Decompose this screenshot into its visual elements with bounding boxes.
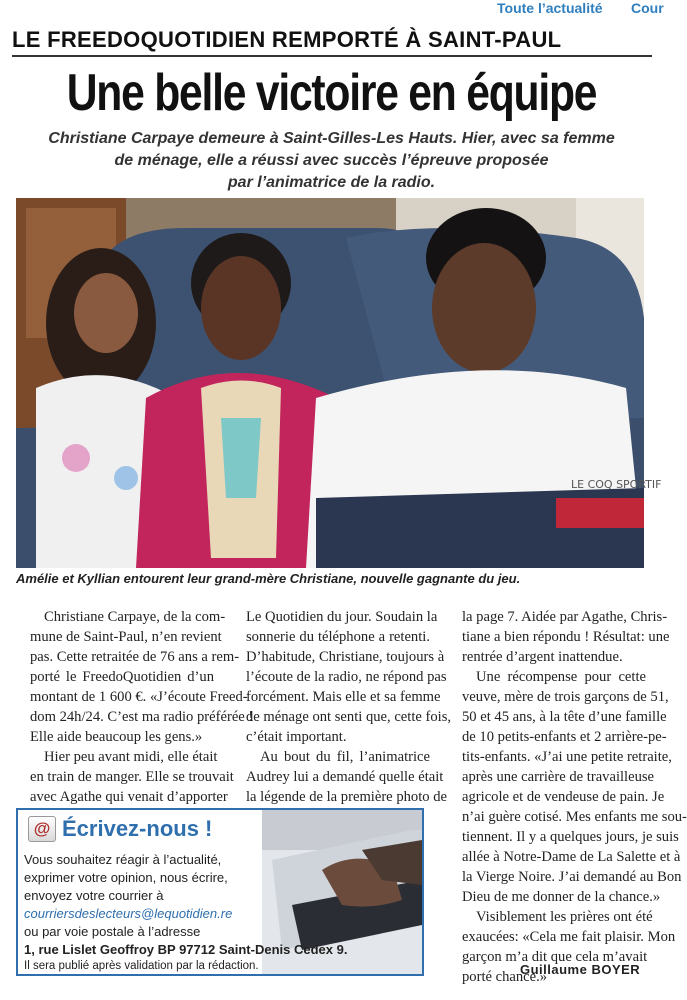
text-line: Au bout du fil, l’animatrice xyxy=(260,749,430,765)
text-line: Une récompense pour cette xyxy=(476,669,646,685)
text-line: porté chance.» xyxy=(462,969,548,985)
standfirst-line: de ménage, elle a réussi avec succès l’épreuve proposée xyxy=(114,152,549,169)
text-line: rentrée d’argent inattendue. xyxy=(462,649,623,665)
text-line: la Vierge Noire. J’ai demandé au Bon xyxy=(462,869,682,885)
text-line: tiennent. Il y a quelques jours, je suis xyxy=(462,829,679,845)
article-standfirst xyxy=(20,128,643,194)
text-line: de ménage ont senti que, cette fois, xyxy=(246,709,452,725)
text-line: agricole et de vendeuse de pain. Je xyxy=(462,789,665,805)
text-line: 50 et 45 ans, à la tête d’une famille xyxy=(462,709,667,725)
standfirst-line: Christiane Carpaye demeure à Saint-Gilles-Les Hauts. Hier, avec sa femme xyxy=(48,130,615,147)
text-line: de 10 petits-enfants et 2 arrière-pe- xyxy=(462,729,667,745)
nav-link-toute-actualite[interactable]: Toute l’actualité xyxy=(497,0,603,16)
text-line: c’était important. xyxy=(246,729,347,745)
at-sign-icon: @ xyxy=(28,816,56,842)
article-column-3 xyxy=(448,607,687,987)
email-link[interactable]: courriersdeslecteurs@lequotidien.re xyxy=(24,906,233,921)
paragraph xyxy=(448,667,687,907)
text-line: n’ai guère cotisé. Mes enfants me sou- xyxy=(462,809,687,825)
article-headline: Une belle victoire en équipe xyxy=(66,64,597,122)
text-line: Hier peu avant midi, elle était xyxy=(44,749,218,765)
publication-note: Il sera publié après validation par la rédaction. xyxy=(24,960,259,972)
family-photo-illustration xyxy=(16,198,662,568)
text-line: la légende de la première photo de xyxy=(246,789,447,805)
text-line: après une carrière de travailleuse xyxy=(462,769,655,785)
text-line: sonnerie du téléphone a retenti. xyxy=(246,629,430,645)
text-line: pas. Cette retraitée de 76 ans a rem- xyxy=(30,649,240,665)
article-kicker: LE FREEDOQUOTIDIEN REMPORTÉ À SAINT-PAUL xyxy=(12,27,562,52)
paragraph xyxy=(232,747,447,807)
standfirst-line: par l’animatrice de la radio. xyxy=(227,174,436,191)
text-line: Visiblement les prières ont été xyxy=(476,909,653,925)
box-title: Écrivez-nous ! xyxy=(62,816,213,841)
top-navigation xyxy=(0,0,663,16)
postal-address: 1, rue Lislet Geoffroy BP 97712 Saint-Denis Cedex 9. xyxy=(24,942,348,957)
write-to-us-box xyxy=(16,808,424,976)
text-line: mune de Saint-Paul, n’en revient xyxy=(30,629,222,645)
box-text: ou par voie postale à l’adresse xyxy=(24,924,201,939)
paragraph xyxy=(448,607,670,667)
text-line: garçon m’a dit que cela m’avait xyxy=(462,949,648,965)
text-line: la page 7. Aidée par Agathe, Chris- xyxy=(462,609,668,625)
text-line: Audrey lui a demandé quelle était xyxy=(246,769,444,785)
article-column-1 xyxy=(16,607,254,807)
text-line: tits-enfants. «J’ai une petite retraite, xyxy=(462,749,672,765)
kicker-rule xyxy=(12,55,652,57)
nav-link-courrier[interactable]: Cour xyxy=(631,0,664,16)
paragraph xyxy=(16,607,254,747)
paragraph xyxy=(232,607,452,747)
text-line: exaucées: «Cela me fait plaisir. Mon xyxy=(462,929,676,945)
article-column-2 xyxy=(232,607,452,807)
text-line: Christiane Carpaye, de la com- xyxy=(44,609,226,625)
text-line: allée à Notre-Dame de La Salette et à xyxy=(462,849,681,865)
text-line: avec Agathe qui venait d’apporter xyxy=(30,789,228,805)
text-line: Le Quotidien du jour. Soudain la xyxy=(246,609,438,625)
text-line: porté le FreedoQuotidien d’un xyxy=(30,669,214,685)
photo-caption: Amélie et Kyllian entourent leur grand-mère Christiane, nouvelle gagnante du jeu. xyxy=(16,571,521,586)
text-line: en train de manger. Elle se trouvait xyxy=(30,769,234,785)
text-line: Elle aide beaucoup les gens.» xyxy=(30,729,203,745)
box-text: exprimer votre opinion, nous écrire, xyxy=(24,870,228,885)
text-line: forcément. Mais elle et sa femme xyxy=(246,689,441,705)
tshirt-brand-text: LE COQ SPORTIF xyxy=(571,478,662,491)
text-line: D’habitude, Christiane, toujours à xyxy=(246,649,445,665)
author-signature: Guillaume BOYER xyxy=(520,962,641,977)
text-line: Dieu de me donner de la chance.» xyxy=(462,889,661,905)
box-text: envoyez votre courrier à xyxy=(24,888,164,903)
paragraph xyxy=(16,747,234,807)
box-text: Vous souhaitez réagir à l’actualité, xyxy=(24,852,222,867)
text-line: tiane a bien répondu ! Résultat: une xyxy=(462,629,670,645)
text-line: dom 24h/24. C’est ma radio préférée ! xyxy=(30,709,254,725)
text-line: l’écoute de la radio, ne répond pas xyxy=(246,669,447,685)
article-photo xyxy=(16,198,662,568)
text-line: veuve, mère de trois garçons de 51, xyxy=(462,689,669,705)
text-line: montant de 1 600 €. «J’écoute Freed- xyxy=(30,689,248,705)
